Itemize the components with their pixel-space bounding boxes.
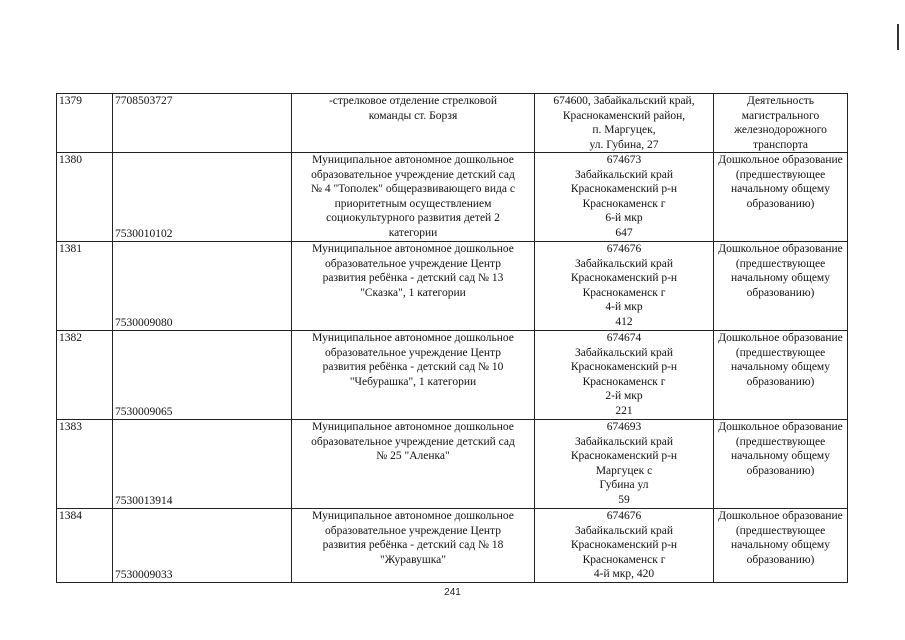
- address-cell: 674600, Забайкальский край, Краснокаменский район, п. Маргуцек, ул. Губина, 27: [535, 94, 714, 153]
- activity-cell: Дошкольное образование (предшествующее начальному общему образованию): [714, 153, 848, 242]
- organization-name-cell: Муниципальное автономное дошкольное образовательное учреждение детский сад № 4 "Тополек" общеразвивающего вида с приоритетным осуществлением социокультурного развития детей 2 категории: [292, 153, 535, 242]
- row-number: 1381: [57, 242, 113, 331]
- organization-name-cell: Муниципальное автономное дошкольное образовательное учреждение Центр развития ребёнка - детский сад № 10 "Чебурашка", 1 категории: [292, 331, 535, 420]
- row-number: 1382: [57, 331, 113, 420]
- inn-cell: 7530009033: [113, 509, 292, 583]
- activity-cell: Дошкольное образование (предшествующее начальному общему образованию): [714, 331, 848, 420]
- table-row: [57, 509, 848, 583]
- inn-cell: 7708503727: [113, 94, 292, 153]
- table-row: [57, 242, 848, 331]
- table-row: [57, 331, 848, 420]
- activity-cell: Дошкольное образование (предшествующее начальному общему образованию): [714, 242, 848, 331]
- address-cell: 674676 Забайкальский край Краснокаменский р-н Краснокаменск г 4-й мкр, 420: [535, 509, 714, 583]
- activity-cell: Дошкольное образование (предшествующее начальному общему образованию): [714, 509, 848, 583]
- table-row: [57, 94, 848, 153]
- inn-cell: 7530013914: [113, 420, 292, 509]
- organization-name-cell: Муниципальное автономное дошкольное образовательное учреждение Центр развития ребёнка - детский сад № 18 "Журавушка": [292, 509, 535, 583]
- organization-name-cell: Муниципальное автономное дошкольное образовательное учреждение Центр развития ребёнка - детский сад № 13 "Сказка", 1 категории: [292, 242, 535, 331]
- page-number: 241: [444, 587, 461, 598]
- address-cell: 674674 Забайкальский край Краснокаменский р-н Краснокаменск г 2-й мкр 221: [535, 331, 714, 420]
- scan-edge-mark: [897, 24, 899, 50]
- inn-cell: 7530009065: [113, 331, 292, 420]
- address-cell: 674676 Забайкальский край Краснокаменский р-н Краснокаменск г 4-й мкр 412: [535, 242, 714, 331]
- inn-cell: 7530009080: [113, 242, 292, 331]
- address-cell: 674673 Забайкальский край Краснокаменский р-н Краснокаменск г 6-й мкр 647: [535, 153, 714, 242]
- registry-table: [56, 93, 848, 583]
- organization-name-cell: Муниципальное автономное дошкольное образовательное учреждение детский сад № 25 "Аленка": [292, 420, 535, 509]
- row-number: 1384: [57, 509, 113, 583]
- inn-cell: 7530010102: [113, 153, 292, 242]
- activity-cell: Деятельность магистрального железнодорожного транспорта: [714, 94, 848, 153]
- row-number: 1383: [57, 420, 113, 509]
- organization-name-cell: -стрелковое отделение стрелковой команды ст. Борзя: [292, 94, 535, 153]
- row-number: 1379: [57, 94, 113, 153]
- address-cell: 674693 Забайкальский край Краснокаменский р-н Маргуцек с Губина ул 59: [535, 420, 714, 509]
- row-number: 1380: [57, 153, 113, 242]
- table-row: [57, 153, 848, 242]
- activity-cell: Дошкольное образование (предшествующее начальному общему образованию): [714, 420, 848, 509]
- table-row: [57, 420, 848, 509]
